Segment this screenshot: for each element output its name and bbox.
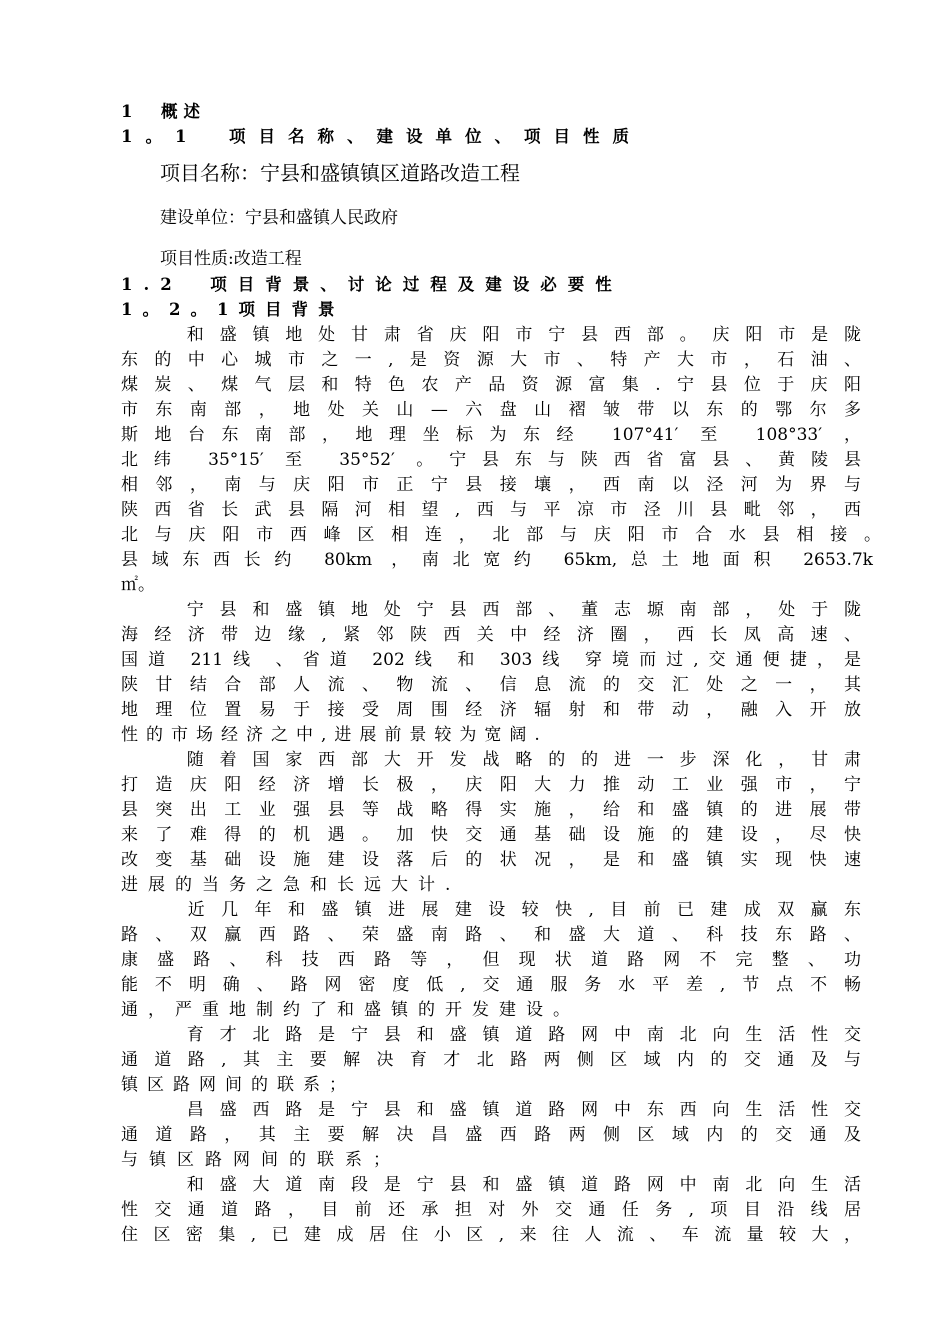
paragraph-line: 性交通道路，目前还承担对外交通任务,项目沿线居 [121, 1200, 861, 1220]
paragraph-line: 康盛路、科技西路等，但现状道路网不完整、功 [121, 950, 861, 970]
paragraph-line: 地理位置易于接受周围经济辐射和带动，融入开放 [121, 700, 861, 720]
paragraph-line: 与镇区路网间的联系； [121, 1150, 401, 1170]
paragraph-line: 县突出工业强县等战略得实施，给和盛镇的进展带 [121, 800, 861, 820]
chapter-heading: 1 概述 [121, 102, 206, 121]
paragraph-line: 东的中心城市之一,是资源大市、特产大市，石油、 [121, 350, 861, 370]
paragraph-line: 市东南部，地处关山—六盘山褶皱带以东的鄂尔多 [121, 400, 861, 420]
paragraph-line: 煤炭、煤气层和特色农产品资源富集.宁县位于庆阳 [121, 375, 861, 395]
project-nature-line: 项目性质:改造工程 [160, 249, 302, 269]
paragraph-line: 北与庆阳市西峰区相连，北部与庆阳市合水县相接。 [121, 525, 881, 545]
paragraph-line: 通道路，其主要解决昌盛西路两侧区域内的交通及 [121, 1125, 861, 1145]
paragraph-line: 斯地台东南部，地理坐标为东经 107°41′ 至 108°33′ ， [121, 425, 861, 445]
paragraph-line: 路、双赢西路、荣盛南路、和盛大道、科技东路、 [121, 925, 861, 945]
section-heading-1-1: 1。1 项目名称、建设单位、项目性质 [121, 127, 642, 146]
paragraph-line: 打造庆阳经济增长极，庆阳大力推动工业强市，宁 [121, 775, 861, 795]
builder-line: 建设单位：宁县和盛镇人民政府 [160, 208, 398, 228]
paragraph-line: 宁县和盛镇地处宁县西部、董志塬南部，处于陇 [121, 600, 861, 620]
paragraph-line: 性的市场经济之中,进展前景较为宽阔. [121, 725, 548, 745]
paragraph-line: 随着国家西部大开发战略的的进一步深化，甘肃 [121, 750, 861, 770]
paragraph-line: 近几年和盛镇进展建设较快,目前已建成双赢东 [121, 900, 861, 920]
paragraph-line: 育才北路是宁县和盛镇道路网中南北向生活性交 [121, 1025, 861, 1045]
paragraph-line: 通道路,其主要解决育才北路两侧区域内的交通及与 [121, 1050, 861, 1070]
paragraph-line: 和盛镇地处甘肃省庆阳市宁县西部。庆阳市是陇 [121, 325, 861, 345]
paragraph-line: 陕甘结合部人流、物流、信息流的交汇处之一，其 [121, 675, 861, 695]
paragraph-line: 来了难得的机遇。加快交通基础设施的建设，尽快 [121, 825, 861, 845]
paragraph-line: 和盛大道南段是宁县和盛镇道路网中南北向生活 [121, 1175, 861, 1195]
paragraph-line: 县域东西长约 80km ，南北宽约 65km,总土地面积 2653.7k [121, 550, 873, 570]
section-heading-1-2-1: 1。2。1项目背景 [121, 300, 345, 319]
paragraph-line: 相邻，南与庆阳市正宁县接壤，西南以泾河为界与 [121, 475, 861, 495]
project-name-line: 项目名称：宁县和盛镇镇区道路改造工程 [160, 161, 520, 185]
paragraph-line: 改变基础设施建设落后的状况，是和盛镇实现快速 [121, 850, 861, 870]
paragraph-line: 通，严重地制约了和盛镇的开发建设。 [121, 1000, 580, 1020]
paragraph-line: 镇区路网间的联系； [121, 1075, 355, 1095]
paragraph-line: 昌盛西路是宁县和盛镇道路网中东西向生活性交 [121, 1100, 861, 1120]
section-heading-1-2: 1.2 项目背景、讨论过程及建设必要性 [121, 275, 623, 294]
paragraph-line: 能不明确、路网密度低,交通服务水平差,节点不畅 [121, 975, 861, 995]
paragraph-line: 海经济带边缘,紧邻陕西关中经济圈，西长凤高速、 [121, 625, 861, 645]
paragraph-line: 国道 211线 、省道 202线 和 303线 穿境而过,交通便捷，是 [121, 650, 861, 670]
paragraph-line: 北纬 35°15′ 至 35°52′ 。宁县东与陕西省富县、黄陵县 [121, 450, 861, 470]
paragraph-line: ㎡。 [121, 575, 155, 595]
paragraph-line: 住区密集,已建成居住小区,来往人流、车流量较大， [121, 1225, 861, 1245]
paragraph-line: 陕西省长武县隔河相望,西与平凉市泾川县毗邻，西 [121, 500, 861, 520]
paragraph-line: 进展的当务之急和长远大计. [121, 875, 461, 895]
